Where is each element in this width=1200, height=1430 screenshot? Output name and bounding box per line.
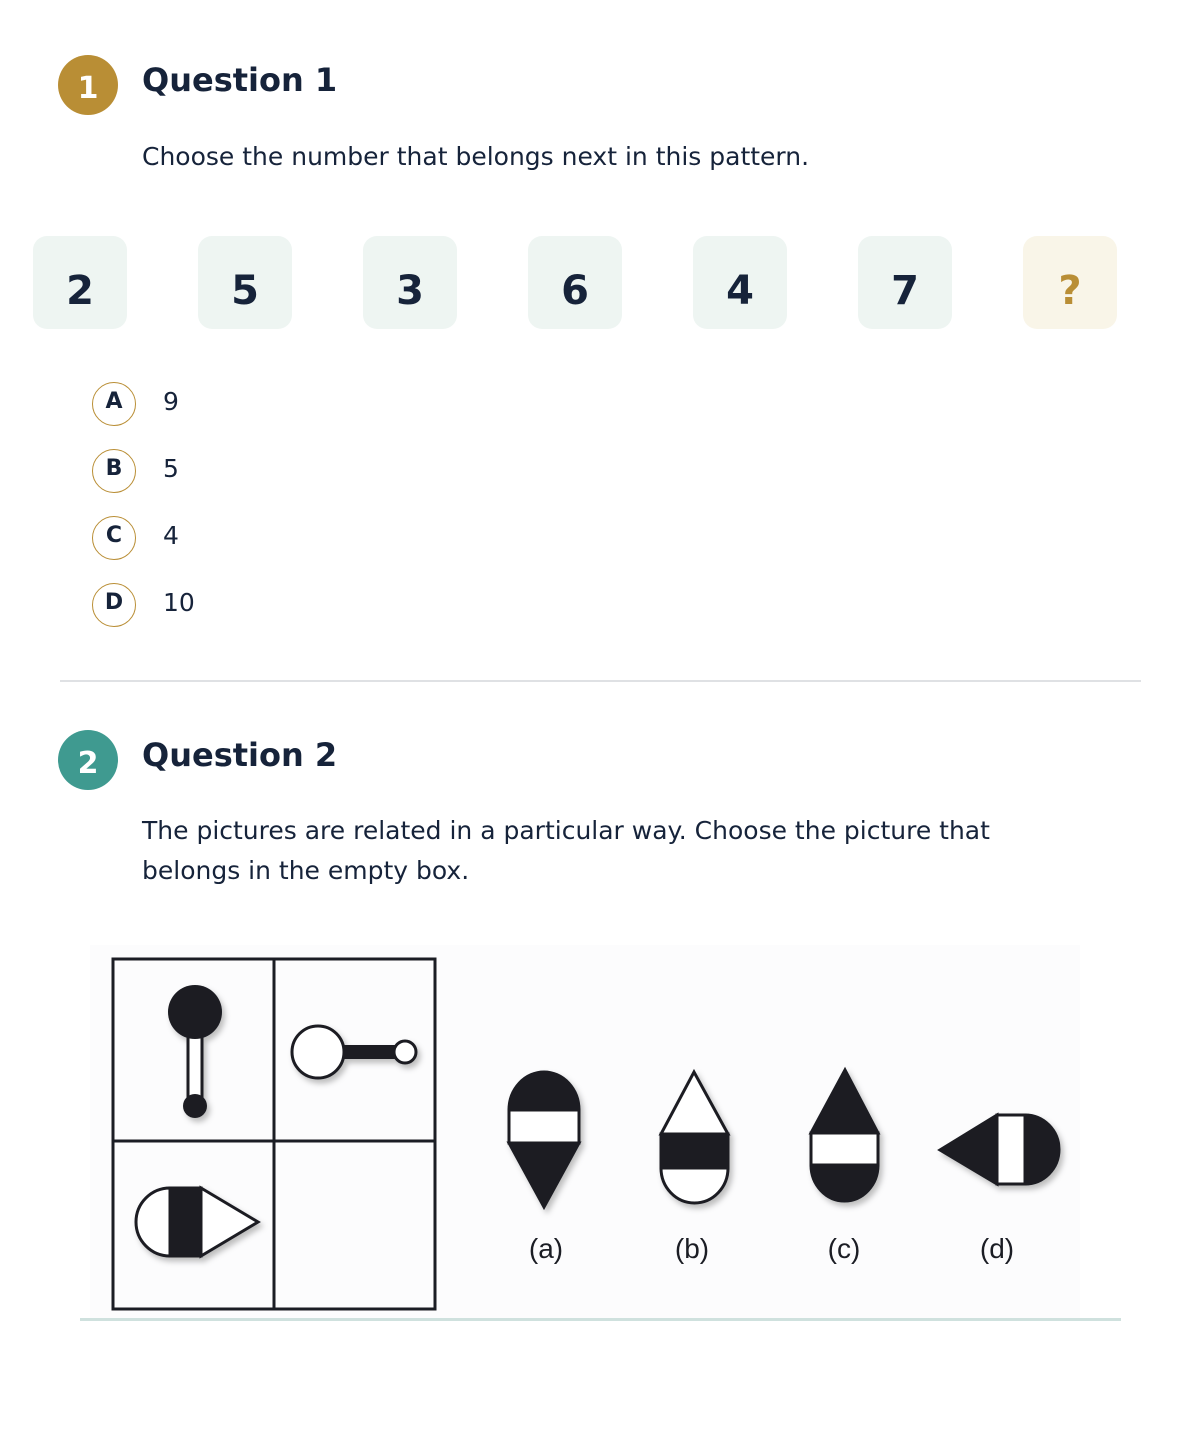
option-d-letter: D xyxy=(92,583,136,627)
choice-label-b: (b) xyxy=(674,1233,710,1264)
sequence-item: 3 xyxy=(363,236,457,329)
question-1-prompt: Choose the number that belongs next in this pattern. xyxy=(142,142,810,171)
option-d-value: 10 xyxy=(163,587,195,617)
option-c-letter: C xyxy=(92,516,136,560)
shape-b-icon xyxy=(661,1072,728,1203)
choice-label-a: (a) xyxy=(528,1233,564,1264)
sequence-item: 7 xyxy=(858,236,952,329)
sequence-unknown: ? xyxy=(1023,236,1117,329)
option-a-value: 9 xyxy=(163,386,179,416)
shape-d-icon xyxy=(940,1115,1059,1184)
question-2-prompt-line-1: The pictures are related in a particular way. Choose the picture that xyxy=(142,816,990,845)
dumbbell-horizontal-icon xyxy=(292,1026,416,1078)
sequence-item: 6 xyxy=(528,236,622,329)
option-c-value: 4 xyxy=(163,520,179,550)
question-2-prompt-line-2: belongs in the empty box. xyxy=(142,856,470,885)
option-b-letter: B xyxy=(92,449,136,493)
sequence-item: 2 xyxy=(33,236,127,329)
choice-label-d: (d) xyxy=(979,1233,1015,1264)
shape-a-icon xyxy=(509,1072,579,1207)
option-a-letter: A xyxy=(92,382,136,426)
arrow-shape-icon xyxy=(136,1188,258,1256)
sequence-item: 5 xyxy=(198,236,292,329)
figure-bottom-rule xyxy=(80,1318,1121,1321)
dumbbell-vertical-icon xyxy=(168,985,222,1118)
sequence-item: 4 xyxy=(693,236,787,329)
option-b-value: 5 xyxy=(163,453,179,483)
choice-label-c: (c) xyxy=(827,1233,861,1264)
question-2-number: 2 xyxy=(77,745,99,781)
shape-c-icon xyxy=(811,1070,878,1201)
question-1-number: 1 xyxy=(77,70,99,106)
question-2-title: Question 2 xyxy=(142,736,338,774)
question-1-title: Question 1 xyxy=(142,61,338,99)
